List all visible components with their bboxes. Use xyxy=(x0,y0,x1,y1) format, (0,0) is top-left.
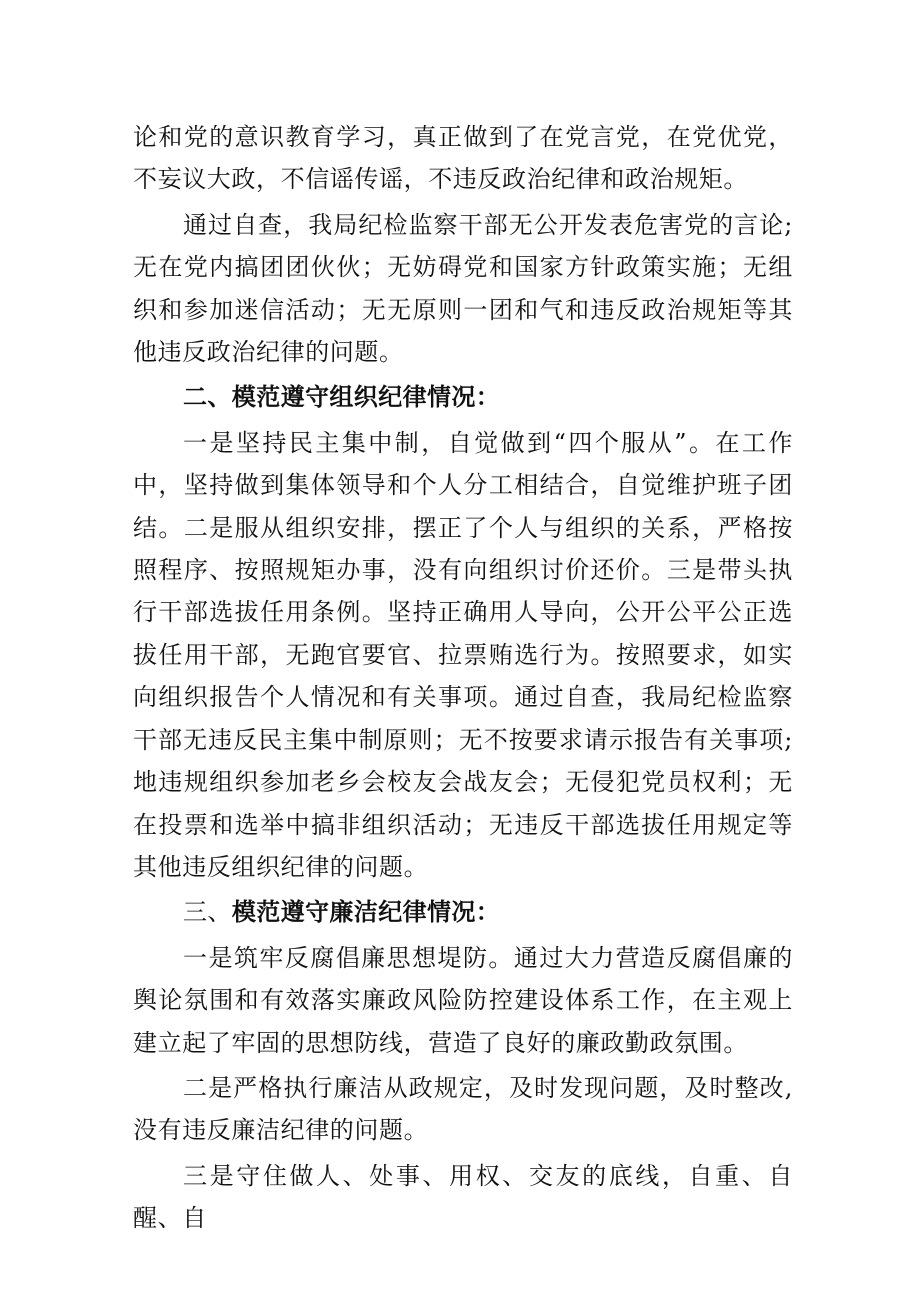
paragraph-self-check-political: 通过自查，我局纪检监察干部无公开发表危害党的言论;无在党内搞团团伙伙；无妨碍党和国家方针政策实施；无组织和参加迷信活动；无无原则一团和气和违反政治规矩等其他违反政治纪律的问题。 xyxy=(133,210,793,367)
paragraph-anti-corruption-defense: 一是筑牢反腐倡廉思想堤防。通过大力营造反腐倡廉的舆论氛围和有效落实廉政风险防控建设体系工作，在主观上建立起了牢固的思想防线，营造了良好的廉政勤政氛围。 xyxy=(133,943,793,1057)
heading-integrity-discipline xyxy=(133,891,793,933)
heading-text: 模范遵守廉洁纪律情况： xyxy=(231,898,501,927)
paragraph-organizational-discipline: 一是坚持民主集中制，自觉做到“四个服从”。在工作中，坚持做到集体领导和个人分工相结合，自觉维护班子团结。二是服从组织安排，摆正了个人与组织的关系，严格按照程序、按照规矩办事，没有向组织讨价还价。三是带头执行干部选拔任用条例。坚持正确用人导向，公开公平公正选拔任用干部，无跑官要官、拉票贿选行为。按照要求，如实向组织报告个人情况和有关事项。通过自查，我局纪检监察干部无违反民主集中制原则；无不按要求请示报告有关事项;地违规组织参加老乡会校友会战友会；无侵犯党员权利；无在投票和选举中搞非组织活动；无违反干部选拔任用规定等其他违反组织纪律的问题。 xyxy=(133,428,793,881)
paragraph-bottom-line: 三是守住做人、处事、用权、交友的底线，自重、自醒、自 xyxy=(133,1161,793,1233)
paragraph-integrity-regulations: 二是严格执行廉洁从政规定，及时发现问题，及时整改,没有违反廉洁纪律的问题。 xyxy=(133,1073,793,1145)
document-body xyxy=(133,116,793,1240)
paragraph-political-discipline-end: 论和党的意识教育学习，真正做到了在党言党，在党优党，不妄议大政，不信谣传谣，不违反政治纪律和政治规矩。 xyxy=(133,123,793,194)
heading-number: 三、 xyxy=(183,898,232,927)
heading-organizational-discipline: 二、模范遵守组织纪律情况： xyxy=(183,383,501,412)
